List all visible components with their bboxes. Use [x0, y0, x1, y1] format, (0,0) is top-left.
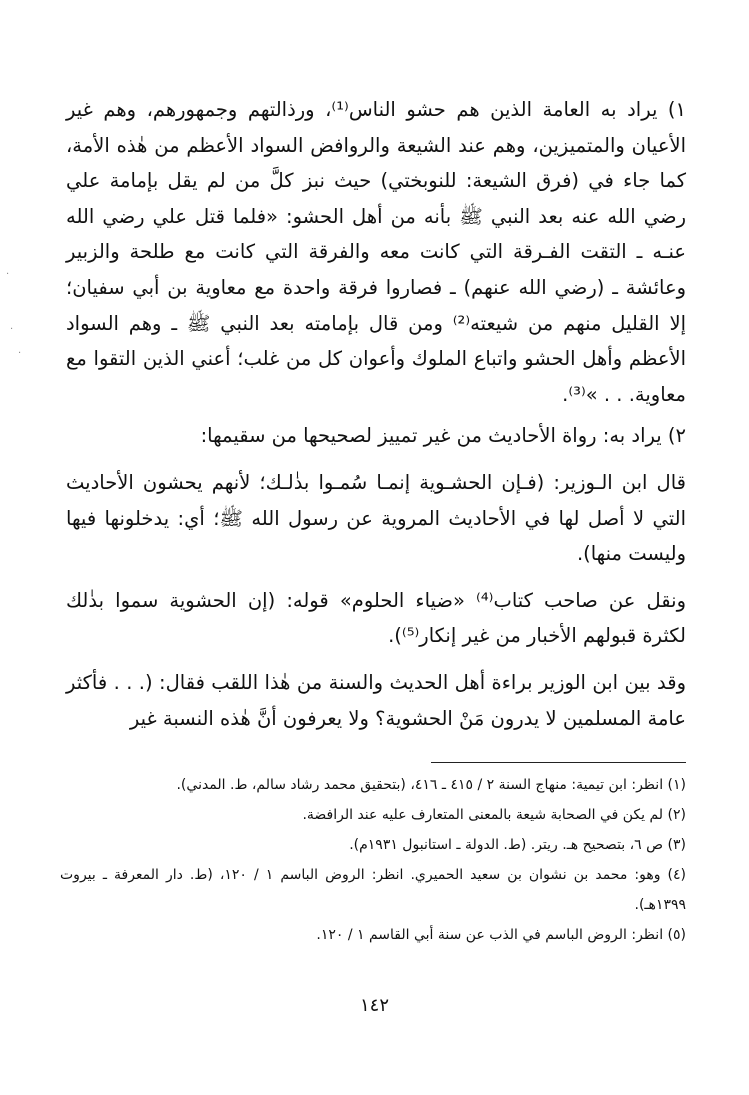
paragraph-4: ونقل عن صاحب كتاب⁽⁴⁾ «ضياء الحلوم» قوله: (إن الحشوية سموا بذٰلك لكثرة قبولهم الأخبار من غير إنكار⁽⁵⁾).	[66, 588, 686, 648]
paragraph-1: ١) يراد به العامة الذين هم حشو الناس⁽¹⁾، ورذالتهم وجمهورهم، وهم غير الأعيان والمتميزين، وهم عند الشيعة والروافض السواد الأعظم من هٰذه الأمة، كما جاء في (فرق الشيعة: للنوبختي) حيث نبز كلَّ من لم يقل بإمامة علي رضي الله عنه بعد النبي ﷺ بأنه من أهل الحشو: «فلما قتل علي رضي الله عنـه ـ التقت الفـرقة التي كانت معه والفرقة التي كانت مع طلحة والزبير وعائشة ـ (رضي الله عنهم) ـ فصاروا فرقة واحدة مع معاوية بن أبي سفيان؛ إلا القليل منهم من شيعته⁽²⁾ ومن قال بإمامته بعد النبي ﷺ ـ وهم السواد الأعظم وأهل الحشو واتباع الملوك وأعوان كل من غلب؛ أعني الذين التقوا مع معاوية. . . »⁽³⁾.	[66, 98, 686, 406]
footnote-4: (٤) وهو: محمد بن نشوان بن سعيد الحميري. انظر: الروض الباسم ١ / ١٢٠، (ط. دار المعرفة ـ بيروت ١٣٩٩هـ).	[60, 867, 686, 913]
footnotes	[60, 770, 686, 950]
footnote-1: (١) انظر: ابن تيمية: منهاج السنة ٢ / ٤١٥ ـ ٤١٦، (بتحقيق محمد رشاد سالم، ط. المدني).	[176, 777, 686, 793]
paragraph-3: قال ابن الـوزير: (فـإن الحشـوية إنمـا سُمـوا بذٰلـك؛ لأنهم يحشون الأحاديث التي لا أصل لها في الأحاديث المروية عن رسول الله ﷺ؛ أي: يدخلونها فيها وليست منها).	[66, 470, 686, 566]
page-number: ١٤٢	[359, 995, 389, 1016]
scan-speck: ·	[6, 269, 10, 280]
footnote-3: (٣) ص ٦، بتصحيح هـ. ريتر. (ط. الدولة ـ استانبول ١٩٣١م).	[349, 837, 686, 853]
scan-speck: ·	[10, 324, 14, 335]
footnote-5: (٥) انظر: الروض الباسم في الذب عن سنة أبي القاسم ١ / ١٢٠.	[316, 927, 686, 943]
paragraph-2: ٢) يراد به: رواة الأحاديث من غير تمييز لصحيحها من سقيمها:	[200, 424, 686, 448]
footnote-2: (٢) لم يكن في الصحابة شيعة بالمعنى المتعارف عليه عند الرافضة.	[302, 807, 686, 823]
main-text	[66, 92, 686, 736]
footnote-separator	[431, 762, 686, 763]
scan-speck: ·	[18, 348, 22, 359]
paragraph-5: وقد بين ابن الوزير براءة أهل الحديث والسنة من هٰذا اللقب فقال: (. . . فأكثر عامة المسلمين لا يدرون مَنْ الحشوية؟ ولا يعرفون أنَّ هٰذه النسبة غير	[66, 670, 686, 730]
